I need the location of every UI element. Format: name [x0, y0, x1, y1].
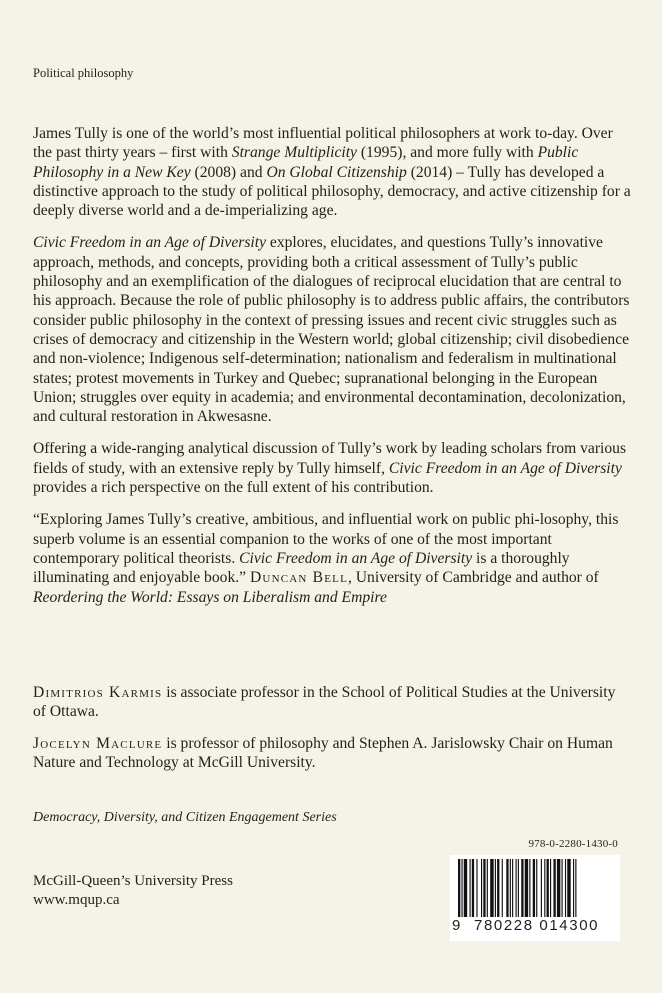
series-title: Democracy, Diversity, and Citizen Engagement Series	[33, 810, 337, 825]
paragraph-intro: James Tully is one of the world’s most influential political philosophers at work to-day. Over the past thirty years – first with Strange Multiplicity (1995), and more fully with Public Philosophy in a New Key (2008) and On Global Citizenship (2014) – Tully has developed a distinctive approach to the study of political philosophy, democracy, and active citizenship for a deeply diverse world and a de-imperializing age.	[33, 125, 631, 220]
barcode-bar	[541, 859, 542, 917]
barcode-bar	[536, 859, 537, 917]
barcode-bar	[458, 859, 460, 917]
barcode-bar	[553, 859, 555, 917]
publisher-block	[33, 872, 233, 910]
barcode-bar	[487, 859, 488, 917]
barcode-bar	[516, 859, 517, 917]
bio-karmis: Dimitrios Karmis is associate professor in the School of Political Studies at the University of Ottawa.	[33, 684, 616, 721]
barcode-bar	[547, 859, 549, 917]
isbn-number: 978-0-2280-1430-0	[528, 838, 618, 850]
bio-maclure: Jocelyn Maclure is professor of philosophy and Stephen A. Jarislowsky Chair on Human Nature and Technology at McGill University.	[33, 734, 613, 771]
category-label: Political philosophy	[33, 66, 134, 80]
barcode-bar	[557, 859, 560, 917]
barcode-bar	[573, 859, 574, 917]
publisher-url: www.mqup.ca	[33, 892, 120, 908]
barcode-bar	[483, 859, 485, 917]
barcode-bar	[510, 859, 511, 917]
barcode-bar	[464, 859, 467, 917]
barcode-bar	[461, 859, 462, 917]
barcode-bar	[529, 859, 530, 917]
barcode: 9 780228 014300	[450, 855, 620, 941]
barcode-bar	[565, 859, 566, 917]
barcode-bar	[502, 859, 503, 917]
paragraph-summary: Offering a wide-ranging analytical discussion of Tully’s work by leading scholars from various fields of study, with an extensive reply by Tully himself, Civic Freedom in an Age of Diversity provides a rich perspective on the full extent of his contribution.	[33, 440, 627, 497]
barcode-bar	[470, 859, 471, 917]
paragraph-description: Civic Freedom in an Age of Diversity explores, elucidates, and questions Tully’s innovative approach, methods, and concepts, providing both a critical assessment of Tully’s public philosophy and an exemplification of the dialogues of reciprocal elucidation that are central to his approach. Because the role of public philosophy is to address public affairs, the contributors consider public philosophy in the context of pressing issues and recent civic struggles such as crises of democracy and citizenship in the Western world; global citizenship; civil disobedience and non-violence; Indigenous self-determination; nationalism and federalism in multinational states; protest movements in Turkey and Quebec; supranational belonging in the European Union; struggles over equity in academia; and environmental decontamination, decolonization, and cultural restoration in Akwesasne.	[33, 234, 630, 426]
barcode-bar	[512, 859, 513, 917]
barcode-bar	[562, 859, 563, 917]
barcode-bar	[544, 859, 545, 917]
barcode-bar	[518, 859, 519, 917]
barcode-bar	[506, 859, 508, 917]
barcode-bar	[575, 859, 576, 917]
barcode-bar	[490, 859, 493, 917]
barcode-bars	[458, 859, 612, 923]
barcode-bar	[495, 859, 496, 917]
bio-name: Jocelyn Maclure	[33, 734, 163, 752]
barcode-bar	[472, 859, 474, 917]
publisher-name: McGill-Queen’s University Press	[33, 873, 233, 889]
quote-author: Duncan Bell	[249, 569, 348, 587]
barcode-bar	[567, 859, 570, 917]
barcode-bar	[525, 859, 528, 917]
blurb	[33, 124, 632, 620]
barcode-bar	[476, 859, 477, 917]
barcode-bar	[481, 859, 482, 917]
editor-bios	[33, 683, 632, 784]
barcode-bar	[550, 859, 551, 917]
barcode-bar	[521, 859, 523, 917]
endorsement-quote: “Exploring James Tully’s creative, ambitious, and influential work on public phi-losophy, this superb volume is an essential companion to the works of one of the most important contemporary political theorists. Civic Freedom in an Age of Diversity is a thoroughly illuminating and enjoyable book.” Duncan Bell, University of Cambridge and author of Reordering the World: Essays on Liberalism and Empire	[33, 511, 619, 606]
barcode-bar	[533, 859, 535, 917]
barcode-bar	[497, 859, 499, 917]
bio-name: Dimitrios Karmis	[33, 684, 163, 701]
